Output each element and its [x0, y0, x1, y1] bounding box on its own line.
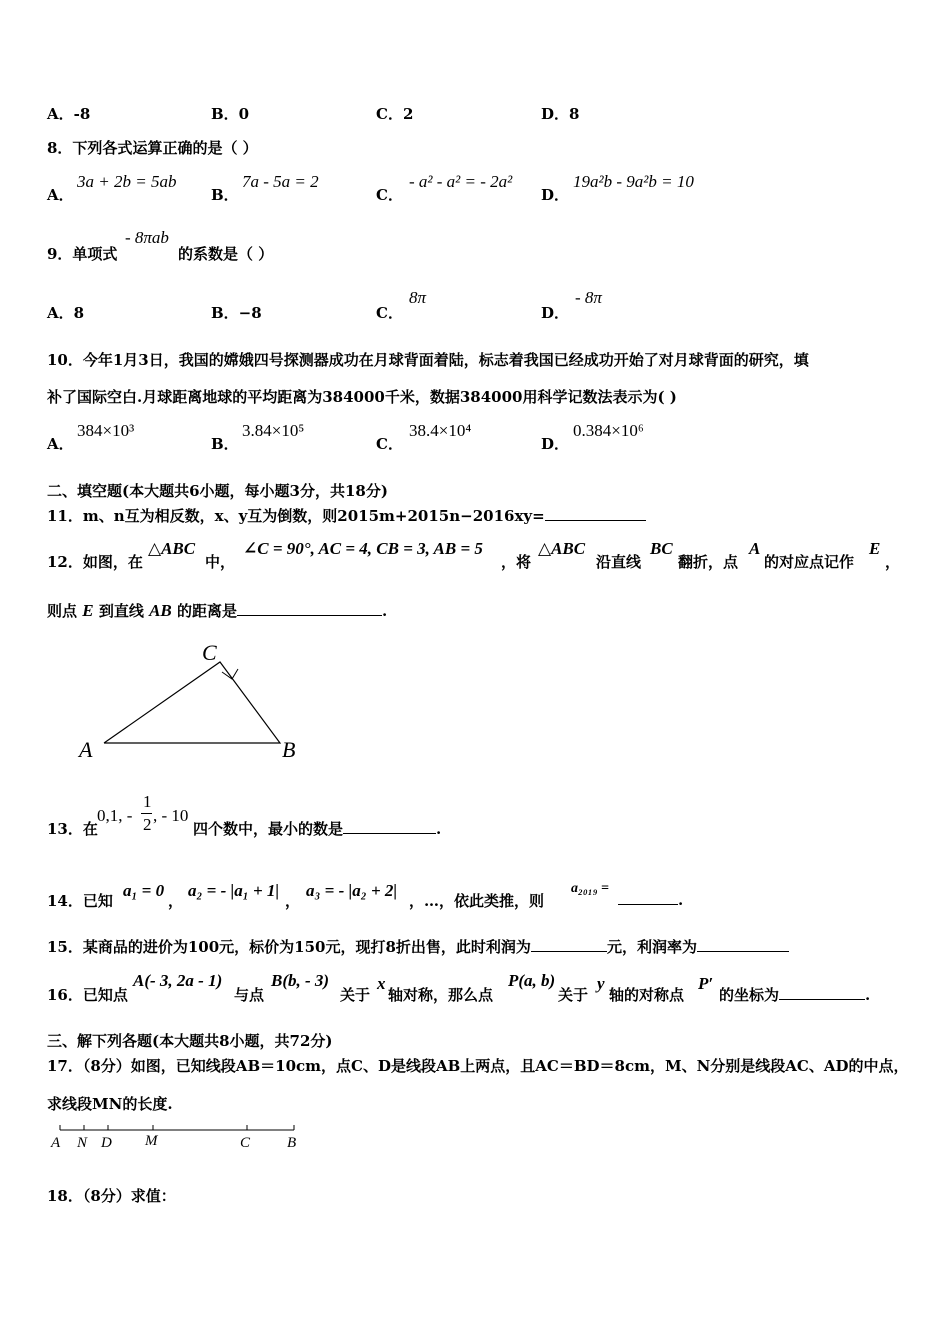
q11-line	[47, 505, 646, 526]
q7-option-a: A．-8	[47, 105, 91, 123]
q16-text-6: 轴的对称点	[609, 986, 685, 1004]
q12-text-2: 中，	[205, 553, 236, 571]
q12-expr-given: ∠C = 90°, AC = 4, CB = 3, AB = 5	[243, 539, 483, 558]
segment-figure	[44, 1120, 304, 1156]
q10-expr-a: 384×10³	[77, 421, 135, 440]
q8-stem: 8．下列各式运算正确的是（ ）	[47, 139, 258, 157]
point-label-d: D	[101, 1135, 112, 1151]
q9-option-d-expr: - 8π	[575, 288, 602, 307]
q16-text-3: 关于	[340, 986, 371, 1004]
q14-comma-2: ，	[285, 892, 301, 910]
q14-text-2: ，…，依此类推，则	[409, 892, 545, 910]
q9-option-c-expr: 8π	[409, 288, 427, 307]
point-label-m: M	[145, 1133, 158, 1149]
q14-answer-blank[interactable]	[618, 890, 678, 905]
q17-line1: 17．（8分）如图，已知线段AB＝10cm，点C、D是线段AB上两点，且AC＝BD＝8cm，M、N分别是线段AC、AD的中点，	[47, 1057, 909, 1075]
q10-expr-d: 0.384×10⁶	[573, 421, 644, 440]
q13-nums: 0,1, -	[97, 806, 133, 825]
q11-text: 11．m、n互为相反数，x、y互为倒数，则2015m+2015n−2016xy=	[47, 507, 545, 525]
q12-expr-triangle: △ABC	[148, 539, 196, 558]
triangle-outline	[104, 662, 280, 743]
q12-expr-bc: BC	[650, 539, 673, 558]
q14-expr-a2: a₂ = - |a₁ + 1|	[188, 881, 280, 900]
q12-text-5: 翻折，点	[678, 553, 739, 571]
q16-expr-p: P(a, b)	[508, 971, 556, 990]
q13-fraction-numerator: 1	[143, 792, 152, 811]
q12-l2-text-a: 则点	[47, 602, 78, 620]
q8-expr-d: 19a²b - 9a²b = 10	[573, 172, 694, 191]
q12-l2-expr-ab: AB	[149, 601, 172, 620]
q12-text-4: 沿直线	[596, 553, 642, 571]
q8-expr-c: - a² - a² = - 2a²	[409, 172, 513, 191]
q12-text-6: 的对应点记作	[764, 553, 855, 571]
q16-expr-p-prime: P′	[698, 974, 714, 993]
q12-text-1: 12．如图，在	[47, 553, 143, 571]
q10-letter-a: A．	[47, 435, 74, 453]
q13-tail: , - 10	[153, 806, 189, 825]
section-2-title: 二、填空题(本大题共6小题，每小题3分，共18分)	[47, 482, 388, 500]
q14-expr-a3: a₃ = - |a₂ + 2|	[306, 881, 398, 900]
q14-line	[47, 878, 707, 910]
q16-text-4: 轴对称，那么点	[388, 986, 494, 1004]
q12-l2-expr-e: E	[82, 601, 94, 620]
q15-text-1: 15．某商品的进价为100元，标价为150元，现打8折出售，此时利润为	[47, 938, 531, 956]
q14-answer	[618, 890, 683, 909]
q10-expr-b: 3.84×10⁵	[242, 421, 305, 440]
q8-expr-b: 7a - 5a = 2	[242, 172, 319, 191]
q14-text-1: 14．已知	[47, 892, 113, 910]
q12-line2	[47, 600, 387, 621]
q7-option-b: B．0	[211, 105, 250, 123]
q12-expr-e: E	[869, 539, 881, 558]
q16-text-2: 与点	[234, 986, 265, 1004]
q8-expr-a: 3a + 2b = 5ab	[77, 172, 177, 191]
q10-line1: 10．今年1月3日，我国的嫦娥四号探测器成功在月球背面着陆，标志着我国已经成功开始了对月球背面的研究，填	[47, 351, 809, 369]
q8-letter-a: A．	[47, 186, 74, 204]
q13-text-2	[193, 818, 441, 839]
q16-text-1: 16．已知点	[47, 986, 128, 1004]
q12-answer-blank[interactable]	[237, 601, 382, 616]
q16-expr-b: B(b, - 3)	[271, 971, 330, 990]
section-3-title: 三、解下列各题(本大题共8小题，共72分)	[47, 1032, 333, 1050]
q12-l2-text-e: 的距离是	[177, 602, 238, 620]
q16-answer-blank[interactable]	[779, 985, 865, 1000]
q12-text-3: ，将	[501, 553, 532, 571]
q8-letter-c: C．	[376, 186, 403, 204]
q10-letter-c: C．	[376, 435, 403, 453]
q7-option-d: D．8	[541, 105, 580, 123]
q9-suffix: 的系数是（ ）	[178, 245, 274, 263]
q13-text-1: 13．在	[47, 820, 98, 838]
vertex-label-b: B	[282, 737, 296, 762]
q18-text: 18．（8分）求值：	[47, 1187, 176, 1205]
q16-answer	[719, 984, 870, 1005]
q9-option-b: B．−8	[211, 304, 262, 322]
q14-expr-a2019: a₂₀₁₉ =	[571, 881, 610, 896]
q13-fraction-denominator: 2	[143, 815, 152, 834]
q12-l2-text-f: .	[382, 602, 388, 620]
q15-profit-blank[interactable]	[531, 937, 607, 952]
q12-expr-triangle-2: △ABC	[538, 539, 586, 558]
q15-rate-blank[interactable]	[697, 937, 789, 952]
q16-text-7: 的坐标为	[719, 986, 780, 1004]
q12-l2-text-c: 到直线	[98, 602, 144, 620]
triangle-figure	[70, 635, 320, 770]
q13-fraction-bar	[141, 813, 152, 814]
vertex-label-c: C	[202, 640, 217, 665]
q9-option-c: C．	[376, 304, 403, 322]
q9-option-a: A．8	[47, 304, 85, 322]
q17-line2: 求线段MN的长度.	[47, 1095, 173, 1113]
q8-letter-b: B．	[211, 186, 239, 204]
q12-text-7: ，	[885, 553, 901, 571]
q14-text-3: .	[678, 891, 684, 909]
q9-prefix: 9．单项式	[47, 245, 118, 263]
point-label-a: A	[51, 1135, 61, 1151]
q16-expr-a: A(- 3, 2a - 1)	[133, 971, 223, 990]
point-label-n: N	[77, 1135, 88, 1151]
vertex-label-a: A	[79, 737, 93, 762]
q8-letter-d: D．	[541, 186, 570, 204]
point-label-b: B	[287, 1135, 297, 1151]
q16-line	[47, 970, 887, 1002]
q15-text-2: 元，利润率为	[606, 938, 697, 956]
q16-text-8: .	[865, 986, 871, 1004]
q7-option-c: C．2	[376, 105, 414, 123]
q14-expr-a1: a₁ = 0	[123, 881, 165, 900]
q9-expr: - 8πab	[125, 228, 169, 247]
q16-text-5: 关于	[558, 986, 589, 1004]
q9-option-d: D．	[541, 304, 570, 322]
q13-line	[47, 790, 467, 840]
q15-line	[47, 936, 789, 957]
q16-expr-y: y	[597, 974, 605, 993]
q10-letter-d: D．	[541, 435, 570, 453]
q13-text-3: .	[436, 820, 442, 838]
q10-letter-b: B．	[211, 435, 239, 453]
q10-line2: 补了国际空白.月球距离地球的平均距离为384000千米，数据384000用科学记数法表示为( )	[47, 388, 677, 406]
q14-comma-1: ，	[168, 892, 184, 910]
q16-expr-x: x	[377, 974, 386, 993]
right-angle-mark	[222, 669, 238, 679]
q13-text-2-label: 四个数中，最小的数是	[193, 820, 344, 838]
q13-answer-blank[interactable]	[343, 819, 436, 834]
q12-expr-a: A	[749, 539, 761, 558]
q11-answer-blank[interactable]	[545, 506, 646, 521]
point-label-c: C	[240, 1135, 251, 1151]
q10-expr-c: 38.4×10⁴	[409, 421, 472, 440]
